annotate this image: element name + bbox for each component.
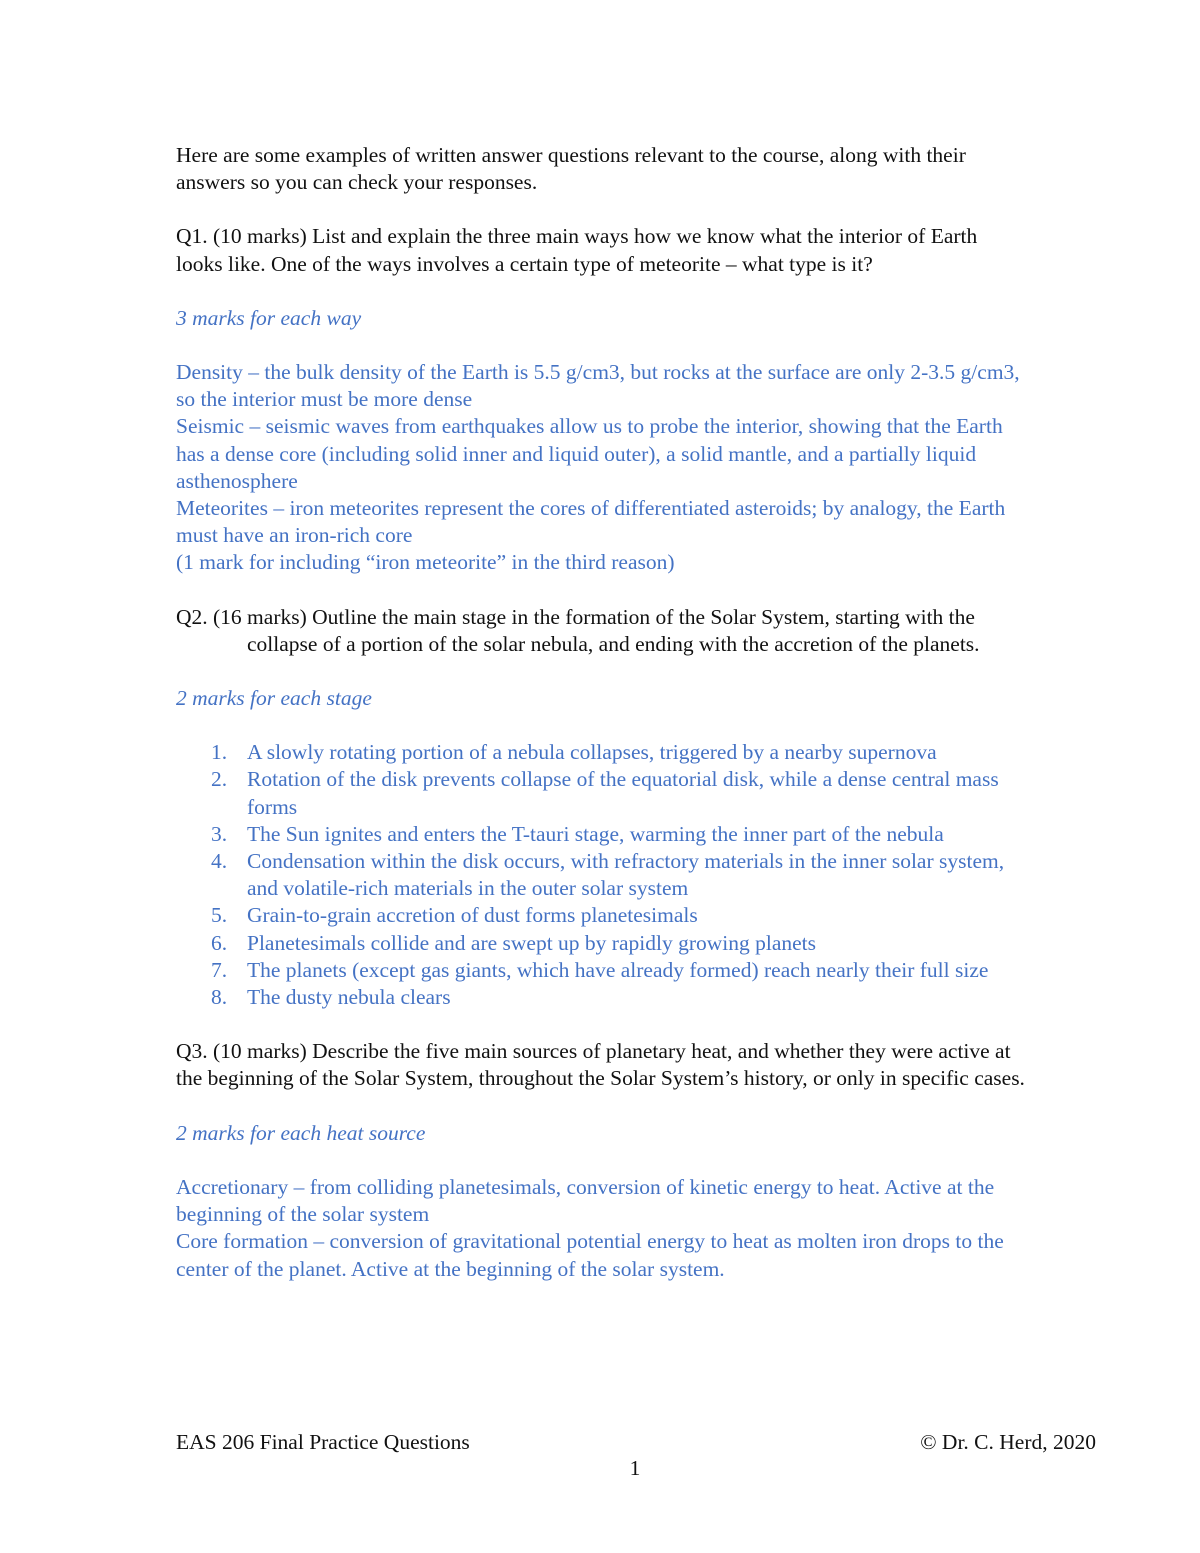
list-item: 2. Rotation of the disk prevents collapse of the equatorial disk, while a dense central mass forms bbox=[211, 767, 999, 819]
q2-marking-note: 2 marks for each stage bbox=[176, 686, 372, 711]
intro-paragraph: Here are some examples of written answer questions relevant to the course, along with their answers so you can check your responses. bbox=[176, 143, 966, 195]
q1-answer-bonus-note: (1 mark for including “iron meteorite” in the third reason) bbox=[176, 550, 675, 575]
q2-question: Q2. (16 marks) Outline the main stage in the formation of the Solar System, starting with the collapse of a portion of the solar nebula, and ending with the accretion of the planets. bbox=[176, 604, 980, 656]
q3-answer-accretionary: Accretionary – from colliding planetesimals, conversion of kinetic energy to heat. Active at the beginning of the solar system bbox=[176, 1174, 995, 1227]
list-item: 3. The Sun ignites and enters the T-tauri stage, warming the inner part of the nebula bbox=[211, 821, 944, 846]
q1-marking-note: 3 marks for each way bbox=[176, 305, 362, 330]
list-item: 4. Condensation within the disk occurs, with refractory materials in the inner solar system, and volatile-rich materials in the outer solar system bbox=[211, 849, 1005, 901]
q3-question: Q3. (10 marks) Describe the five main sources of planetary heat, and whether they were active at the beginning of the Solar System, throughout the Solar System’s history, or only in specific cases. bbox=[176, 1039, 1025, 1091]
footer-course-title: EAS 206 Final Practice Questions bbox=[176, 1430, 470, 1454]
q1-answer-density: Density – the bulk density of the Earth is 5.5 g/cm3, but rocks at the surface are only 2-3.5 g/cm3, so the interior must be more dense bbox=[176, 360, 1020, 412]
list-item: 8. The dusty nebula clears bbox=[211, 985, 451, 1010]
q3-marking-note: 2 marks for each heat source bbox=[176, 1120, 426, 1145]
page-number: 1 bbox=[629, 1456, 641, 1480]
footer-copyright: © Dr. C. Herd, 2020 bbox=[920, 1430, 1096, 1454]
list-item: 6. Planetesimals collide and are swept up by rapidly growing planets bbox=[211, 930, 817, 955]
document-body bbox=[176, 142, 1026, 1283]
q3-answer-core-formation: Core formation – conversion of gravitational potential energy to heat as molten iron drops to the center of the planet. Active at the beginning of the solar system. bbox=[176, 1229, 1004, 1281]
q2-stage-list bbox=[176, 739, 1026, 1011]
q1-answer-seismic: Seismic – seismic waves from earthquakes allow us to probe the interior, showing that the Earth has a dense core (including solid inner and liquid outer), a solid mantle, and a partially liquid asthenosphere bbox=[176, 414, 1003, 493]
q1-answer-meteorites: Meteorites – iron meteorites represent the cores of differentiated asteroids; by analogy, the Earth must have an iron-rich core bbox=[176, 496, 1006, 548]
list-item: 5. Grain-to-grain accretion of dust forms planetesimals bbox=[211, 903, 698, 928]
q1-question: Q1. (10 marks) List and explain the three main ways how we know what the interior of Earth looks like. One of the ways involves a certain type of meteorite – what type is it? bbox=[176, 224, 978, 276]
list-item: 7. The planets (except gas giants, which have already formed) reach nearly their full size bbox=[211, 957, 989, 982]
list-item: 1. A slowly rotating portion of a nebula collapses, triggered by a nearby supernova bbox=[211, 740, 937, 765]
